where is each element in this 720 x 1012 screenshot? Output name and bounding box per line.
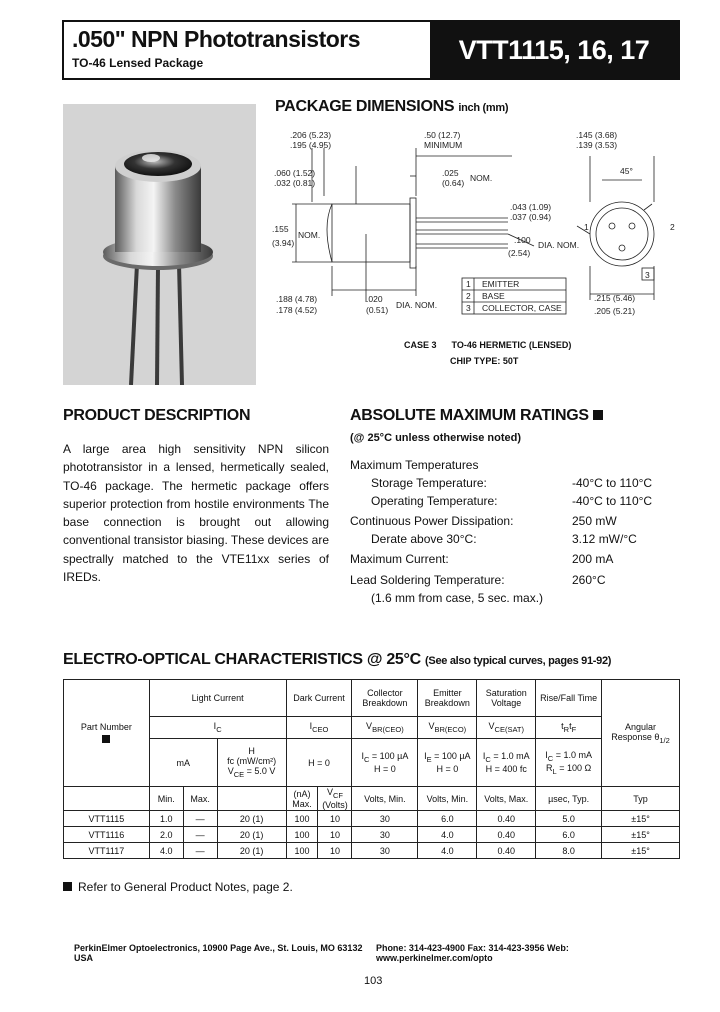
package-dimensions-heading: PACKAGE DIMENSIONS	[275, 98, 455, 115]
symbol-sub: F	[571, 724, 577, 734]
cell-vbreco: 6.0	[418, 811, 477, 827]
pin-name: EMITTER	[482, 279, 520, 289]
dim-label: (3.94)	[272, 238, 295, 248]
rating-value: 260°C	[572, 573, 606, 587]
table-row	[64, 717, 680, 739]
cell-vcf: 10	[318, 827, 352, 843]
symbol-text: t	[569, 721, 572, 732]
cond-text: = 1.0 mA	[490, 751, 530, 762]
hdr-min: Min.	[149, 787, 183, 811]
cond-text: V	[326, 787, 333, 798]
chip-type: CHIP TYPE: 50T	[450, 356, 519, 366]
cell-min: 4.0	[149, 843, 183, 859]
table-row	[64, 843, 680, 859]
cond-na: (nA)	[293, 788, 311, 799]
part-number: VTT1117	[64, 843, 150, 859]
symbol-sub: R	[563, 724, 570, 734]
symbol-text: I	[309, 721, 313, 732]
cond-h	[217, 739, 286, 787]
symbol-sub: BR(ECO)	[434, 724, 467, 734]
cell-h: 20 (1)	[217, 811, 286, 827]
dim-label: .025	[442, 168, 459, 178]
dim-label: .188 (4.78)	[276, 294, 318, 304]
dim-label: .206 (5.23)	[290, 130, 332, 140]
cond-line	[538, 750, 599, 763]
dim-label: .139 (3.53)	[576, 140, 618, 150]
cond-ma: mA	[149, 739, 217, 787]
product-photo	[63, 104, 256, 385]
page-header	[62, 20, 680, 80]
cond-text: V	[227, 766, 234, 777]
dim-label: .037 (0.94)	[510, 212, 552, 222]
dim-label: MINIMUM	[424, 140, 463, 150]
cond-text: = 100 Ω	[556, 762, 592, 773]
emitter-breakdown-header: Emitter Breakdown	[418, 680, 477, 717]
cond-fc: fc (mW/cm²)	[227, 756, 277, 767]
pin-number: 1	[466, 279, 471, 289]
cond-text: I	[545, 749, 548, 760]
rating-value: -40°C to 110°C	[572, 476, 653, 490]
part-number-banner: VTT1115, 16, 17	[430, 22, 678, 78]
case-note	[404, 340, 571, 350]
dim-label: .178 (4.52)	[276, 305, 318, 315]
symbol-sub: CE(SAT)	[494, 724, 524, 734]
page-number: 103	[364, 975, 383, 987]
dim-label: .205 (5.21)	[594, 306, 636, 316]
ratings-title-block	[350, 407, 603, 425]
cell-min: 2.0	[149, 827, 183, 843]
cell-trtf: 8.0	[536, 843, 602, 859]
dim-label: (0.64)	[442, 178, 465, 188]
cell-angle: ±15°	[602, 827, 680, 843]
rating-label: Maximum Temperatures	[350, 458, 479, 472]
dim-label: .032 (0.81)	[274, 178, 316, 188]
dim-label: .043 (1.09)	[510, 202, 552, 212]
light-current-header: Light Current	[149, 680, 286, 717]
cell-angle: ±15°	[602, 843, 680, 859]
cell-trtf: 6.0	[536, 827, 602, 843]
rise-fall-header: Rise/Fall Time	[536, 680, 602, 717]
cell-angle: ±15°	[602, 811, 680, 827]
cond-text: = 1.0 mA	[553, 749, 592, 760]
hdr-vcf	[318, 787, 352, 811]
cell-max: —	[183, 827, 217, 843]
symbol-sub: BR(CEO)	[372, 724, 404, 734]
cell-vsat: 0.40	[477, 827, 536, 843]
bullet-square-icon	[63, 882, 72, 891]
case-label: CASE 3	[404, 340, 437, 350]
cond-sub: L	[552, 766, 557, 776]
symbol-text: t	[561, 721, 564, 732]
package-dimensions-unit: inch (mm)	[458, 102, 509, 114]
cond-sub: CE	[233, 769, 245, 779]
eo-title-block	[63, 651, 611, 669]
cond-line	[354, 751, 415, 764]
dim-label: DIA. NOM.	[538, 240, 580, 250]
cell-vbreco: 4.0	[418, 827, 477, 843]
refer-text: Refer to General Product Notes, page 2.	[78, 880, 293, 894]
table-row	[64, 827, 680, 843]
phototransistor-image	[63, 104, 256, 385]
cell-vsat: 0.40	[477, 811, 536, 827]
hdr-typ: Typ	[602, 787, 680, 811]
dim-label: .145 (3.68)	[576, 130, 618, 140]
symbol-vbrceo	[352, 717, 418, 739]
cell-min: 1.0	[149, 811, 183, 827]
ratings-subtitle: (@ 25°C unless otherwise noted)	[350, 432, 521, 444]
symbol-text: I	[213, 721, 217, 732]
symbol-vcesat	[477, 717, 536, 739]
part-number-header	[64, 680, 150, 787]
rating-label: Storage Temperature:	[371, 476, 487, 490]
dim-label: (2.54)	[508, 248, 531, 258]
cond-dark: H = 0	[286, 739, 352, 787]
cond-sub: C	[485, 754, 491, 764]
dim-label: .50 (12.7)	[424, 130, 461, 140]
cond-line	[420, 751, 474, 764]
blank-cell	[64, 787, 150, 811]
cond-line	[479, 751, 533, 764]
cond-max: Max.	[292, 798, 312, 809]
cond-line: H = 0	[374, 763, 396, 774]
hdr-max: Max.	[183, 787, 217, 811]
dim-label: .215 (5.46)	[594, 293, 636, 303]
dim-label: 2	[670, 222, 675, 232]
dim-label: NOM.	[298, 230, 321, 240]
cond-volts: (Volts)	[322, 799, 348, 810]
hdr-volts-min: Volts, Min.	[352, 787, 418, 811]
dim-label: .155	[272, 224, 289, 234]
dim-label: DIA. NOM.	[396, 300, 438, 310]
cond-rise-fall	[536, 739, 602, 787]
rating-label: (1.6 mm from case, 5 sec. max.)	[371, 591, 544, 605]
ratings-title: ABSOLUTE MAXIMUM RATINGS	[350, 407, 589, 424]
footer-contact: Phone: 314-423-4900 Fax: 314-423-3956 Web: www.perkinelmer.com/opto	[375, 943, 569, 963]
header-title-block	[64, 22, 430, 78]
hdr-volts-max: Volts, Max.	[477, 787, 536, 811]
cond-sub: E	[426, 754, 432, 764]
table-row	[64, 811, 680, 827]
symbol-text: V	[428, 721, 435, 732]
hdr-usec: µsec, Typ.	[536, 787, 602, 811]
rating-label: Operating Temperature:	[371, 494, 498, 508]
dim-label: (0.51)	[366, 305, 389, 315]
cond-line: H = 0	[436, 763, 459, 774]
cond-line: H = 400 fc	[485, 763, 527, 774]
dim-label: .020	[366, 294, 383, 304]
eo-table	[63, 679, 680, 859]
cond-collector	[352, 739, 418, 787]
table-row	[64, 787, 680, 811]
cond-sub: CF	[332, 790, 343, 800]
cond-text: = 100 µA	[431, 751, 471, 762]
cell-dark: 100	[286, 843, 318, 859]
rating-label: Derate above 30°C:	[371, 532, 477, 546]
refer-note	[63, 880, 293, 894]
cell-vbrceo: 30	[352, 843, 418, 859]
symbol-sub: CEO	[312, 724, 329, 734]
symbol-vbreco	[418, 717, 477, 739]
cell-dark: 100	[286, 827, 318, 843]
angular-sub: 1/2	[659, 735, 670, 745]
product-description-text: A large area high sensitivity NPN silicon phototransistor in a lensed, hermetically sealed, TO-46 package. The hermetic package offers superior protection from hostile environments The base connection is brought out allowing conventional transistor biasing. These devices are spectrally matched to the VTE11xx series of IREDs.	[63, 442, 329, 585]
cell-max: —	[183, 843, 217, 859]
cell-dark: 100	[286, 811, 318, 827]
cond-sub: C	[547, 753, 554, 763]
product-description-title: PRODUCT DESCRIPTION	[63, 407, 251, 424]
dim-label: 45°	[620, 166, 633, 176]
pin-name: COLLECTOR, CASE	[482, 303, 562, 313]
dim-label: 3	[645, 270, 650, 280]
bullet-square-icon	[593, 410, 603, 420]
cond-text: I	[482, 751, 486, 762]
symbol-ic	[149, 717, 286, 739]
dim-label: .100	[514, 235, 531, 245]
cell-vbreco: 4.0	[418, 843, 477, 859]
symbol-text: V	[488, 721, 495, 732]
footer-address: PerkinElmer Optoelectronics, 10900 Page Ave., St. Louis, MO 63132 USA	[74, 943, 363, 963]
hdr-volts-min: Volts, Min.	[418, 787, 477, 811]
pin-number: 2	[466, 291, 471, 301]
cell-vcf: 10	[318, 811, 352, 827]
cond-text: = 5.0 V	[244, 766, 276, 777]
part-number: VTT1116	[64, 827, 150, 843]
table-row	[64, 739, 680, 787]
cell-vbrceo: 30	[352, 827, 418, 843]
cell-max: —	[183, 811, 217, 827]
part-number: VTT1115	[64, 811, 150, 827]
package-dimension-drawing	[272, 126, 680, 326]
collector-breakdown-header: Collector Breakdown	[352, 680, 418, 717]
rating-value: 3.12 mW/°C	[572, 532, 637, 546]
cond-line	[320, 787, 349, 800]
cell-vcf: 10	[318, 843, 352, 859]
rating-value: 250 mW	[572, 514, 617, 528]
blank-cell	[217, 787, 286, 811]
part-number-label: Part Number	[80, 721, 132, 732]
cond-sub: C	[363, 754, 370, 764]
symbol-iceo	[286, 717, 352, 739]
cond-text: = 100 µA	[369, 751, 409, 762]
pin-name: BASE	[482, 291, 505, 301]
symbol-sub: C	[216, 724, 222, 734]
cond-text: I	[361, 751, 364, 762]
angular-response-header	[602, 680, 680, 787]
rating-label: Continuous Power Dissipation:	[350, 514, 514, 528]
cond-line	[538, 763, 599, 776]
product-subtitle: TO-46 Lensed Package	[72, 56, 204, 70]
angular-label: Angular Response θ	[611, 721, 660, 742]
product-title: .050" NPN Phototransistors	[72, 26, 361, 52]
cell-h: 20 (1)	[217, 827, 286, 843]
dim-label: 1	[584, 222, 589, 232]
cond-text: I	[424, 751, 427, 762]
saturation-voltage-header: Saturation Voltage	[477, 680, 536, 717]
cell-trtf: 5.0	[536, 811, 602, 827]
dim-label: .195 (4.95)	[290, 140, 332, 150]
table-row	[64, 680, 680, 717]
cond-text: R	[546, 762, 553, 773]
hdr-dark-max	[286, 787, 318, 811]
pin-number: 3	[466, 303, 471, 313]
dark-current-header: Dark Current	[286, 680, 352, 717]
cond-h-label: H	[248, 746, 255, 757]
rating-label: Lead Soldering Temperature:	[350, 573, 505, 587]
cond-emitter	[418, 739, 477, 787]
cond-vce	[220, 766, 284, 779]
symbol-trtf	[536, 717, 602, 739]
rating-label: Maximum Current:	[350, 552, 449, 566]
eo-note: (See also typical curves, pages 91-92)	[425, 655, 612, 667]
eo-title: ELECTRO-OPTICAL CHARACTERISTICS @ 25°C	[63, 651, 421, 668]
dim-label: .060 (1.52)	[274, 168, 316, 178]
cell-h: 20 (1)	[217, 843, 286, 859]
cell-vsat: 0.40	[477, 843, 536, 859]
rating-value: -40°C to 110°C	[572, 494, 653, 508]
dim-label: NOM.	[470, 173, 493, 183]
symbol-text: V	[366, 721, 373, 732]
cell-vbrceo: 30	[352, 811, 418, 827]
page-footer	[74, 943, 680, 963]
case-desc: TO-46 HERMETIC (LENSED)	[451, 340, 572, 350]
package-dimensions-title	[275, 98, 508, 116]
rating-value: 200 mA	[572, 552, 614, 566]
cond-saturation	[477, 739, 536, 787]
bullet-square-icon	[102, 735, 110, 743]
